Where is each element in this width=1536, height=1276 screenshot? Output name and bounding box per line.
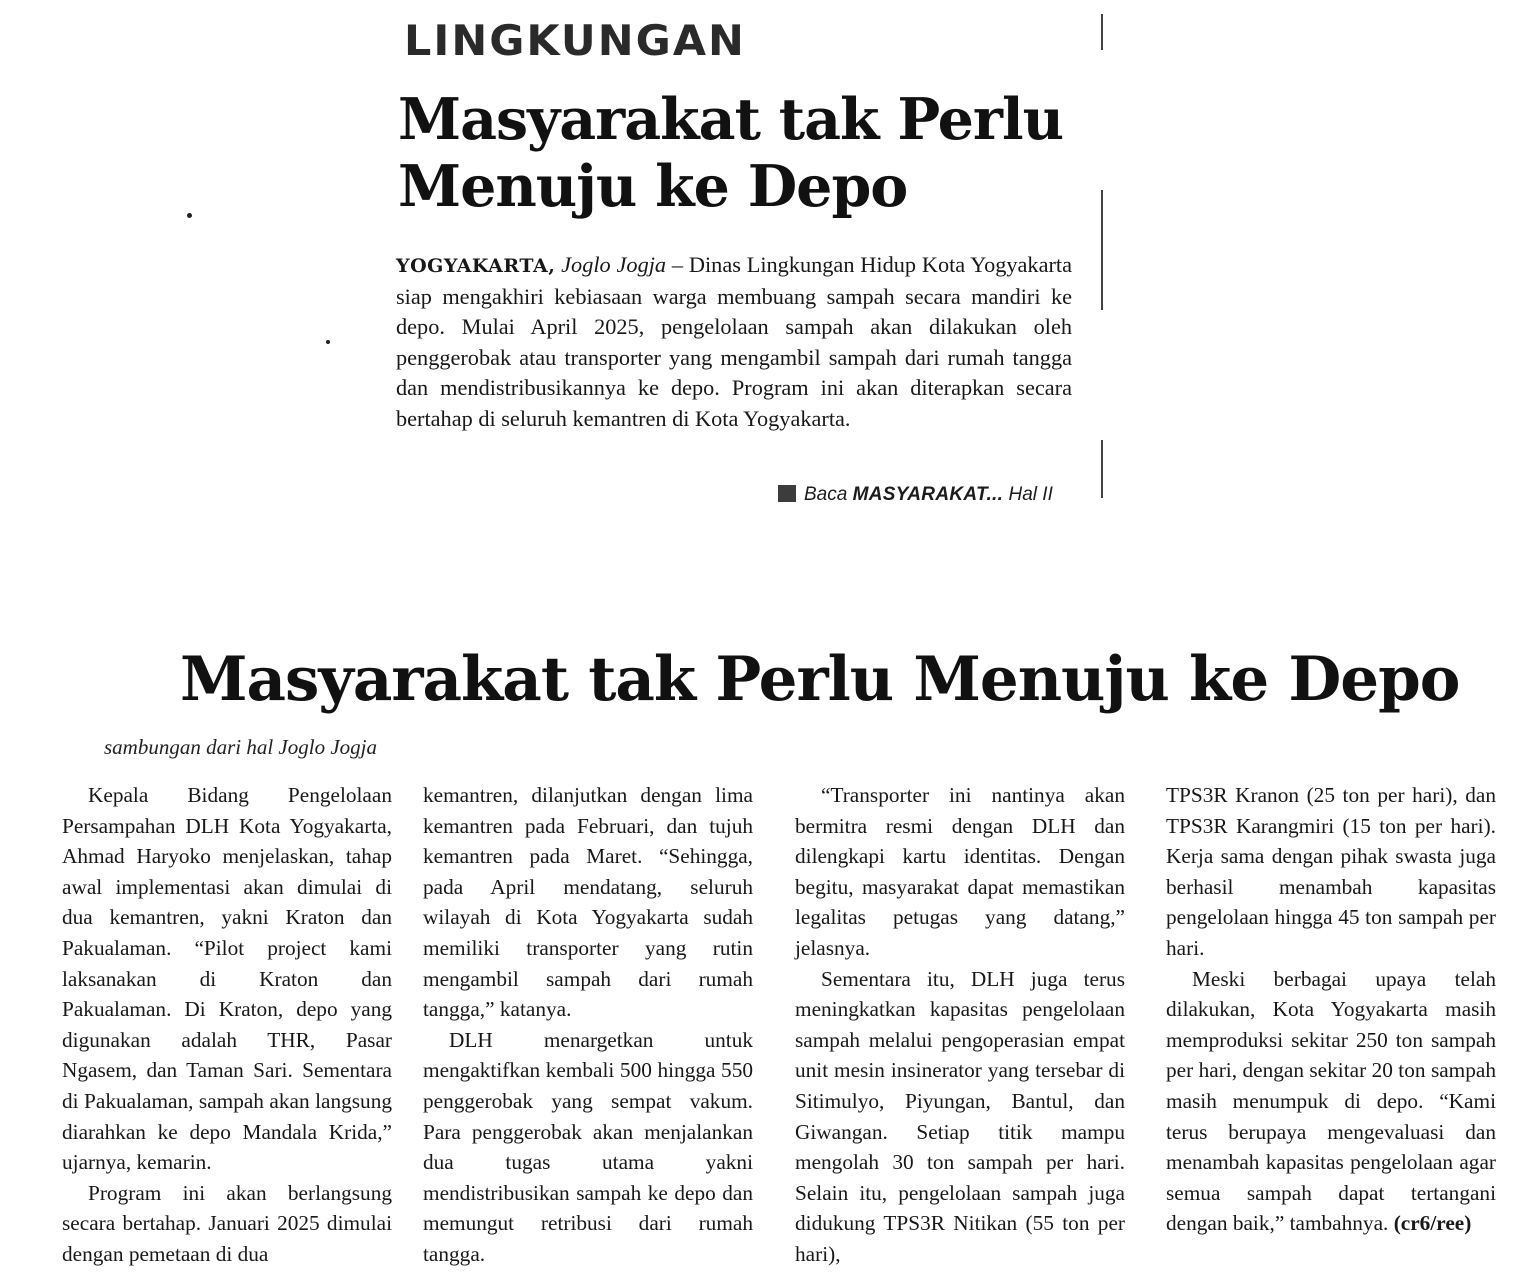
paragraph: kemantren, dilanjutkan dengan lima kemantren pada Februari, dan tujuh kemantren pada Maret. “Sehingga, pada April mendatang, seluruh wilayah di Kota Yogyakarta sudah memiliki transporter yang rutin mengambil sampah dari rumah tangga,” katanya. — [423, 783, 753, 1022]
front-headline-line2: Menuju ke Depo — [398, 153, 908, 220]
square-bullet-icon — [778, 485, 796, 502]
paragraph — [1166, 964, 1496, 1239]
reporter-signature: (cr6/ree) — [1393, 1211, 1472, 1236]
column-rule — [1101, 440, 1103, 498]
article-column-4 — [1166, 780, 1496, 1239]
paragraph: Program ini akan berlangsung secara bertahap. Januari 2025 dimulai dengan pemetaan di dua — [62, 1180, 392, 1266]
front-headline-line1: Masyarakat tak Perlu — [398, 86, 1064, 153]
print-speck — [187, 213, 192, 218]
continue-reference — [778, 482, 1068, 508]
continuation-headline: Masyarakat tak Perlu Menuju ke Depo — [180, 644, 1460, 715]
paragraph-text: Meski berbagai upaya telah dilakukan, Kota Yogyakarta masih memproduksi sekitar 250 ton sampah per hari, dengan sekitar 20 ton sampah masih menumpuk di depo. “Kami terus berupaya mengevaluasi dan menambah kapasitas pengelolaan agar semua sampah dapat tertangani dengan baik,” tambahnya. — [1166, 966, 1496, 1236]
front-headline — [398, 86, 1088, 220]
continue-page: Hal II — [1008, 484, 1053, 505]
source-name: Joglo Jogja — [561, 252, 667, 277]
paragraph: Sementara itu, DLH juga terus meningkatkan kapasitas pengelolaan sampah melalui pengoperasian empat unit mesin insinerator yang tersebar di Sitimulyo, Piyungan, Bantul, dan Giwangan. Setiap titik mampu mengolah 30 ton sampah per hari. Selain itu, pengelolaan sampah juga didukung TPS3R Nitikan (55 ton per hari), — [795, 966, 1125, 1266]
article-column-3 — [795, 780, 1125, 1270]
continuation-subhead: sambungan dari hal Joglo Jogja — [104, 735, 377, 759]
article-column-1 — [62, 780, 392, 1270]
column-rule — [1101, 14, 1103, 50]
lead-text: – Dinas Lingkungan Hidup Kota Yogyakarta siap mengakhiri kebiasaan warga membuang sampah secara mandiri ke depo. Mulai April 2025, pengelolaan sampah akan dilakukan oleh penggerobak atau transporter yang mengambil sampah dari rumah tangga dan mendistribusikannya ke depo. Program ini akan diterapkan secara bertahap di seluruh kemantren di Kota Yogyakarta. — [396, 252, 1072, 431]
section-rubric: LINGKUNGAN — [404, 16, 746, 65]
continue-prefix: Baca — [804, 484, 848, 505]
lead-paragraph — [396, 250, 1072, 434]
column-rule — [1101, 190, 1103, 310]
continue-keyword: MASYARAKAT... — [852, 484, 1004, 505]
dateline: YOGYAKARTA, — [396, 255, 556, 277]
article-column-2 — [423, 780, 753, 1270]
paragraph: TPS3R Kranon (25 ton per hari), dan TPS3R Karangmiri (15 ton per hari). Kerja sama dengan pihak swasta juga berhasil menambah kapasitas pengelolaan hingga 45 ton sampah per hari. — [1166, 783, 1496, 960]
paragraph: “Transporter ini nantinya akan bermitra resmi dengan DLH dan dilengkapi kartu identitas. Dengan begitu, masyarakat dapat memastikan legalitas petugas yang datang,” jelasnya. — [795, 783, 1125, 960]
paragraph: Kepala Bidang Pengelolaan Persampahan DLH Kota Yogyakarta, Ahmad Haryoko menjelaskan, tahap awal implementasi akan dimulai di dua kemantren, yakni Kraton dan Pakualaman. “Pilot project kami laksanakan di Kraton dan Pakualaman. Di Kraton, depo yang digunakan adalah THR, Pasar Ngasem, dan Taman Sari. Sementara di Pakualaman, sampah akan langsung diarahkan ke depo Mandala Krida,” ujarnya, kemarin. — [62, 783, 392, 1175]
paragraph: DLH menargetkan untuk mengaktifkan kembali 500 hingga 550 penggerobak yang sempat vakum. Para penggerobak akan menjalankan dua tugas utama yakni mendistribusikan sampah ke depo dan memungut retribusi dari rumah tangga. — [423, 1027, 753, 1266]
print-speck — [326, 340, 330, 344]
